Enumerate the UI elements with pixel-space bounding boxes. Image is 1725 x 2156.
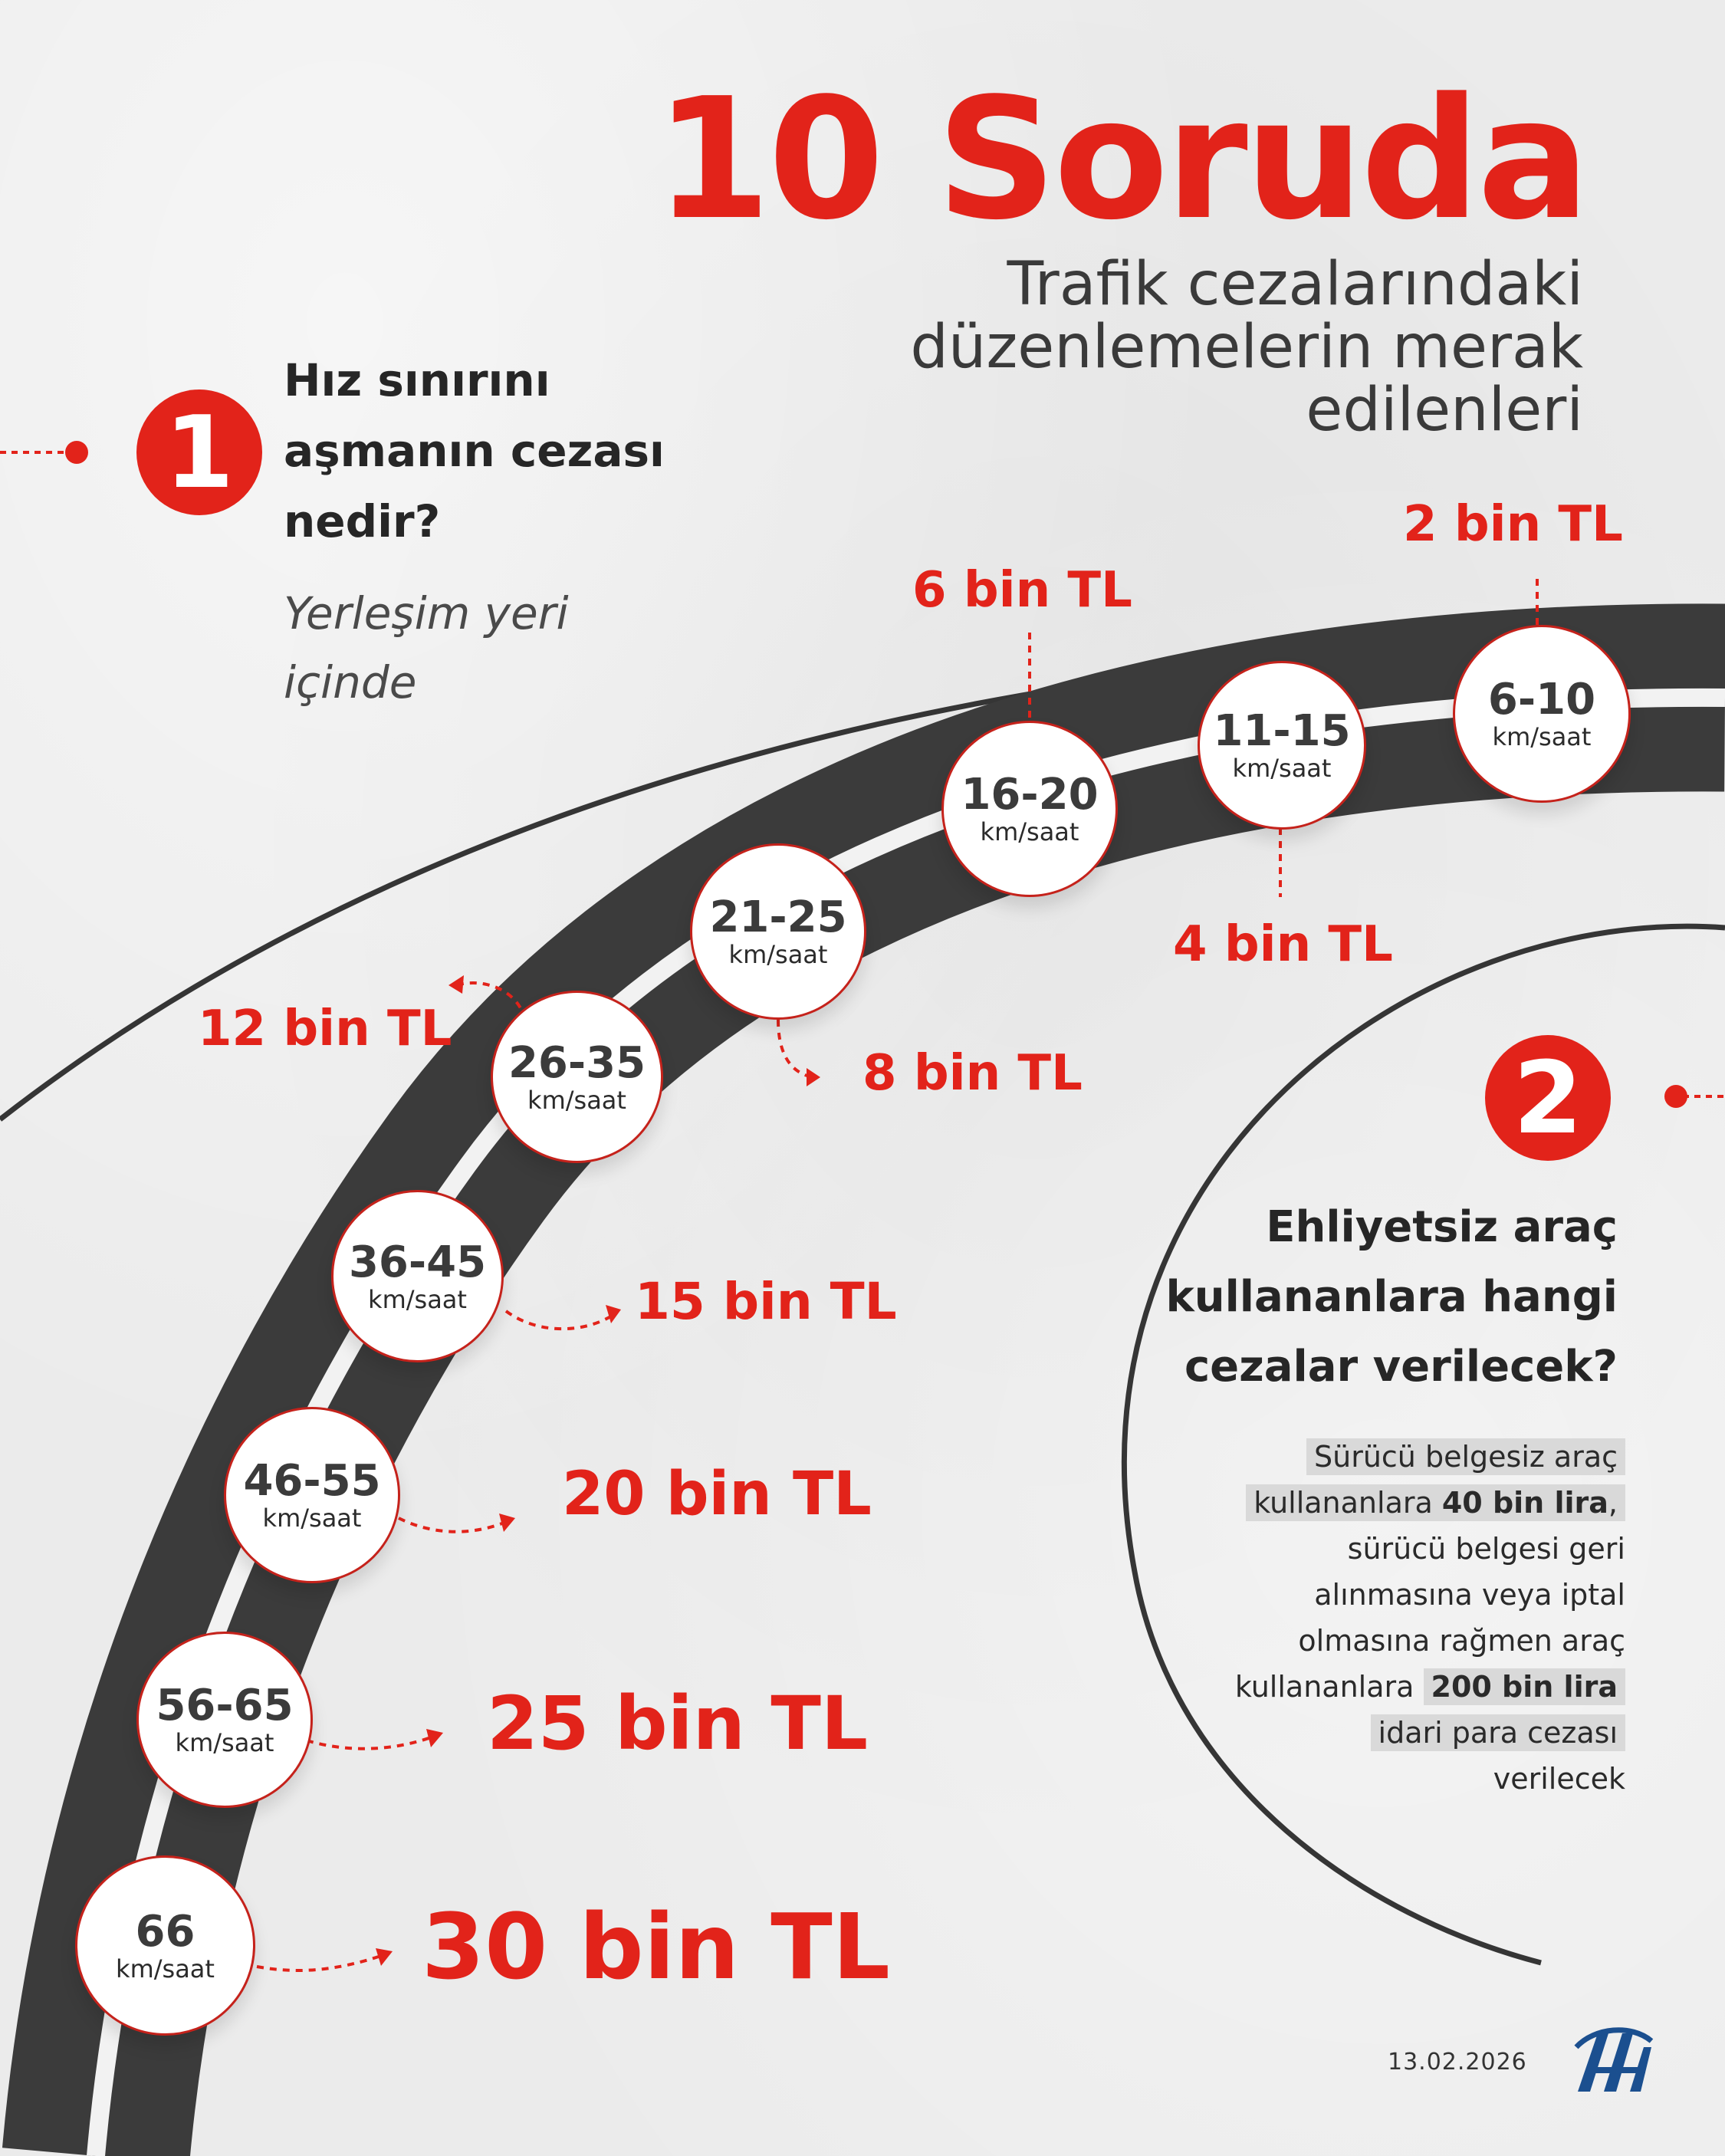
speed-circle-21-25: 21-25 km/saat xyxy=(690,843,866,1020)
speed-circle-36-45: 36-45 km/saat xyxy=(331,1190,504,1362)
question-2-number-badge: 2 xyxy=(1485,1035,1611,1161)
question-1-title: Hız sınırını aşmanın cezası nedir? xyxy=(284,354,665,547)
fine-label-46-55: 20 bin TL xyxy=(562,1460,872,1529)
speed-circle-6-10: 6-10 km/saat xyxy=(1453,625,1631,803)
fine-label-21-25: 8 bin TL xyxy=(863,1045,1083,1102)
fine-label-6-10: 2 bin TL xyxy=(1403,496,1623,553)
speed-circle-26-35: 26-35 km/saat xyxy=(491,991,663,1163)
page-title: 10 Soruda xyxy=(655,63,1587,257)
fine-label-11-15: 4 bin TL xyxy=(1173,916,1393,973)
question-2-title: Ehliyetsiz araç kullananlara hangi cezalar verilecek? xyxy=(1165,1202,1618,1392)
question-2-answer: Sürücü belgesiz araç kullananlara 40 bin lira, sürücü belgesi geri alınmasına veya iptal olmasına rağmen araç kullananlara 200 bin lira idari para cezası verilecek xyxy=(1234,1440,1625,1796)
speed-circle-46-55: 46-55 km/saat xyxy=(224,1407,400,1583)
fine-label-56-65: 25 bin TL xyxy=(487,1681,869,1767)
question-1-context: Yerleşim yeri içinde xyxy=(284,587,569,708)
page-subtitle: Trafik cezalarındaki düzenlemelerin merak edilenleri xyxy=(910,250,1583,445)
speed-circle-11-15: 11-15 km/saat xyxy=(1198,661,1366,830)
fine-label-16-20: 6 bin TL xyxy=(912,562,1132,619)
fine-label-26-35: 12 bin TL xyxy=(198,1001,452,1057)
fine-label-36-45: 15 bin TL xyxy=(635,1272,897,1331)
speed-circle-66: 66 km/saat xyxy=(75,1855,255,2036)
q2-pointer-dot xyxy=(1664,1085,1687,1108)
aa-logo-icon xyxy=(1572,2024,1654,2095)
fine-label-66: 30 bin TL xyxy=(422,1894,890,2000)
q1-pointer-dot xyxy=(65,441,88,464)
publish-date: 13.02.2026 xyxy=(1388,2049,1527,2075)
speed-circle-16-20: 16-20 km/saat xyxy=(941,721,1118,897)
question-1-number-badge: 1 xyxy=(136,389,262,515)
speed-circle-56-65: 56-65 km/saat xyxy=(136,1632,313,1808)
